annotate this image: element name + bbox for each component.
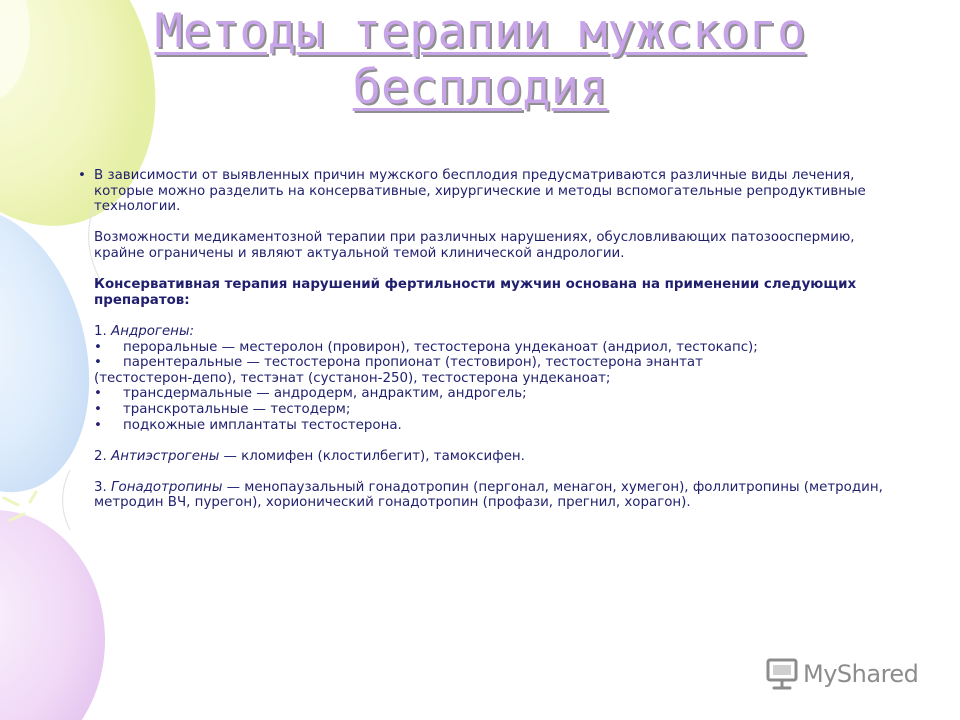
presentation-board-icon	[765, 657, 799, 691]
androgen-item	[94, 386, 900, 402]
sub-bullet: •	[94, 386, 102, 402]
androgen-item	[94, 340, 900, 356]
conservative-heading: Консервативная терапия нарушений фертильности мужчин основана на применении следующих препаратов:	[94, 277, 857, 308]
myshared-watermark	[765, 656, 918, 692]
gonadotropins-label: Гонадотропины	[111, 479, 223, 495]
sub-bullet: •	[94, 417, 102, 433]
sub-bullet: •	[94, 355, 102, 371]
main-bullet: •	[78, 168, 86, 183]
pink-balloon	[0, 510, 105, 720]
antiestrogens-label: Антиэстрогены	[111, 448, 220, 464]
gonadotropins-paragraph	[94, 480, 900, 511]
androgen-item-text: пероральные — местеролон (провирон), тестостерона ундеканоат (андриол, тестокапс);	[123, 339, 758, 355]
gonadotropins-text: — менопаузальный гонадотропин (пергонал, менагон, хумегон), фоллитропины (метродин, метродин ВЧ, пурегон), хорионический гонадотропин (профази, прегнил, хорагон).	[94, 479, 883, 511]
bullet-body	[94, 168, 900, 511]
intro-paragraph: В зависимости от выявленных причин мужского бесплодия предусматриваются различные виды лечения, которые можно разделить на консервативные, хирургические и методы вспомогательные репродуктивные технологии.	[94, 168, 866, 215]
androgen-item-text: парентеральные — тестостерона пропионат (тестовирон), тестостерона энантат	[123, 355, 703, 371]
androgen-item	[94, 355, 900, 371]
androgen-item-text: трансдермальные — андродерм, андрактим, андрогель;	[123, 386, 527, 402]
androgen-item	[94, 402, 900, 418]
androgen-item-text: подкожные имплантаты тестостерона.	[123, 417, 402, 433]
sub-bullet: •	[94, 339, 102, 355]
androgens-label: Андрогены:	[111, 323, 195, 339]
slide-title: Методы терапии мужского бесплодия	[154, 4, 806, 115]
androgens-number: 1.	[94, 323, 107, 339]
watermark-text: MyShared	[803, 660, 919, 688]
possibilities-paragraph: Возможности медикаментозной терапии при различных нарушениях, обусловливающих патозооспермию, крайне ограничены и являют актуальной темой клинической андрологии.	[94, 230, 855, 261]
androgen-item-continuation: (тестостерон-депо), тестэнат (сустанон-250), тестостерона ундеканоат;	[94, 370, 611, 386]
slide-content	[78, 168, 900, 511]
sub-bullet: •	[94, 401, 102, 417]
antiestrogens-number: 2.	[94, 448, 107, 464]
androgen-item-text: транскротальные — тестодерм;	[123, 401, 351, 417]
androgen-item	[94, 418, 900, 434]
antiestrogens-paragraph	[94, 449, 900, 465]
antiestrogens-text: — кломифен (клостилбегит), тамоксифен.	[219, 448, 525, 464]
gonadotropins-number: 3.	[94, 479, 107, 495]
androgens-heading	[94, 324, 900, 340]
